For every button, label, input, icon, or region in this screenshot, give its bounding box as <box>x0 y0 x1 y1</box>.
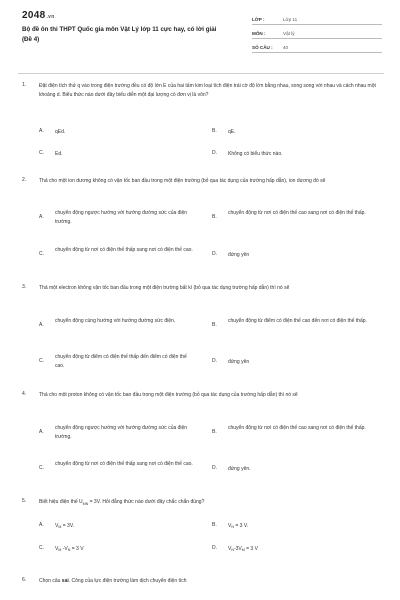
option-letter: A. <box>39 322 44 328</box>
option-letter: D. <box>212 545 217 551</box>
option-text <box>55 545 195 555</box>
question-text-pre: Chọn câu <box>39 578 62 584</box>
option-text: đứng yên. <box>228 466 251 472</box>
question-number: 5. <box>22 498 27 504</box>
option-text: chuyển động từ điểm có điện thế thấp đến điểm có điện thế cao. <box>55 354 187 369</box>
option-letter: B. <box>212 214 217 220</box>
option-text: chuyển động từ nơi có điện thế cao sang nơi có điện thế thấp. <box>228 425 366 431</box>
subscript: MN <box>82 502 89 506</box>
option-letter: B. <box>212 128 217 134</box>
question-text: Đặt điện tích thử q vào trong điện trường đều có độ lớn E của hai tấm kim loại tích điện trái cờ độ lớn bằng nhau, song song với nhau và cách nhau một khoảng d. Biểu thức nào dưới đây biểu diễn một đại lượng có đơn vị là vôn? <box>39 83 376 98</box>
option-text: Không có biểu thức nào. <box>228 151 283 157</box>
option-letter: D. <box>212 150 217 156</box>
formula-rest: = 3V. <box>61 523 75 529</box>
question-number: 4. <box>22 391 27 397</box>
subscript: M <box>58 548 62 552</box>
option-text: chuyển động từ nơi có điện thế cao sang nơi có điện thế thấp. <box>228 210 366 216</box>
meta-value: Vật lý <box>283 30 295 36</box>
option-text: chuyển động ngược hướng với hướng đường sức của điện trường. <box>55 425 188 440</box>
subscript: N <box>231 548 234 552</box>
meta-row-subject <box>252 28 382 39</box>
option-text <box>228 545 396 555</box>
meta-label: LỚP : <box>252 16 265 22</box>
option-text: qE. <box>228 129 236 135</box>
meta-value: 40 <box>283 44 289 50</box>
header-divider <box>18 73 384 74</box>
option-letter: C. <box>39 545 44 551</box>
question-text-post: . Công của lực điện trường làm dịch chuyển điện tích <box>68 578 187 584</box>
option-letter: A. <box>39 214 44 220</box>
site-logo[interactable] <box>22 10 55 21</box>
subscript: N <box>231 525 234 529</box>
option-letter: D. <box>212 251 217 257</box>
option-letter: B. <box>212 429 217 435</box>
question-number: 1. <box>22 82 27 88</box>
option-text: chuyển động từ điểm có điện thế cao đến nơi có điện thế thấp. <box>228 318 367 324</box>
question-text: Thả cho một proton không có vận tốc ban đầu trong một điện trường (bỏ qua tác dụng của trường hấp dẫn) thì nó sẽ <box>39 392 298 398</box>
question-text: Thả cho một ion dương không có vận tốc ban đầu trong một điện trường (bỏ qua tác dụng của trường hấp dẫn), ion dương đó sẽ <box>39 178 326 184</box>
question-number: 3. <box>22 284 27 290</box>
brand-main: 2048 <box>22 10 46 21</box>
subscript: M <box>241 548 245 552</box>
brand-suffix: .vn <box>46 14 55 20</box>
formula-rest: = 3 V <box>70 546 84 552</box>
option-text: chuyển động cùng hướng với hướng đường sức điện. <box>55 318 176 324</box>
formula-rest: = 3 V. <box>233 523 249 529</box>
option-text: chuyển động từ nơi có điện thế thấp sang nơi có điện thế cao. <box>55 247 193 253</box>
option-letter: C. <box>39 465 44 471</box>
formula-main: V <box>228 546 232 552</box>
option-letter: B. <box>212 522 217 528</box>
question-text-pre: Biết hiệu điện thế U <box>39 499 83 505</box>
option-letter: B. <box>212 322 217 328</box>
option-letter: C. <box>39 358 44 364</box>
formula-rest: -3V <box>233 546 242 552</box>
question-text: Thả một electron không vận tốc ban đầu trong một điện trường bất kì (bỏ qua tác dụng trường hấp dẫn) thì nó sẽ <box>39 285 290 291</box>
option-letter: D. <box>212 358 217 364</box>
option-text: Ed. <box>55 151 63 157</box>
meta-label: MÔN : <box>252 30 266 36</box>
option-text: đứng yên <box>228 359 250 365</box>
formula-main: V <box>55 546 59 552</box>
option-letter: A. <box>39 429 44 435</box>
question-number: 2. <box>22 177 27 183</box>
question-text <box>39 577 381 586</box>
formula-main: V <box>228 523 232 529</box>
meta-row-count <box>252 42 382 53</box>
meta-value: Lớp 11 <box>283 16 298 22</box>
option-text: chuyển động từ nơi có điện thế thấp sang nơi có điện thế cao. <box>55 461 193 467</box>
formula-main: V <box>55 523 59 529</box>
option-text: qEd. <box>55 129 66 135</box>
option-letter: A. <box>39 522 44 528</box>
option-letter: C. <box>39 150 44 156</box>
option-text <box>228 522 396 532</box>
formula-rest: = 3 V <box>244 546 258 552</box>
question-number: 6. <box>22 577 27 583</box>
emphasis: sai <box>61 578 69 584</box>
option-letter: A. <box>39 128 44 134</box>
meta-row-class <box>252 14 382 25</box>
formula-rest: -V <box>61 546 68 552</box>
question-text-post: = 3V. Hỏi đẳng thức nào dưới đây chắc chắn đúng? <box>88 499 205 505</box>
option-text: chuyển động ngược hướng với hướng đường sức của điện trường. <box>55 210 188 225</box>
document-title: Bộ đề ôn thi THPT Quốc gia môn Vật Lý lớp 11 cực hay, có lời giải (Đề 4) <box>22 26 217 43</box>
document-header <box>0 0 400 66</box>
subscript: N <box>67 548 71 552</box>
option-letter: D. <box>212 465 217 471</box>
question-text <box>39 498 381 509</box>
option-text <box>55 522 195 532</box>
meta-label: SỐ CÂU : <box>252 44 273 50</box>
subscript: M <box>58 525 62 529</box>
meta-box <box>252 14 382 56</box>
option-text: đứng yên <box>228 252 250 258</box>
option-letter: C. <box>39 251 44 257</box>
